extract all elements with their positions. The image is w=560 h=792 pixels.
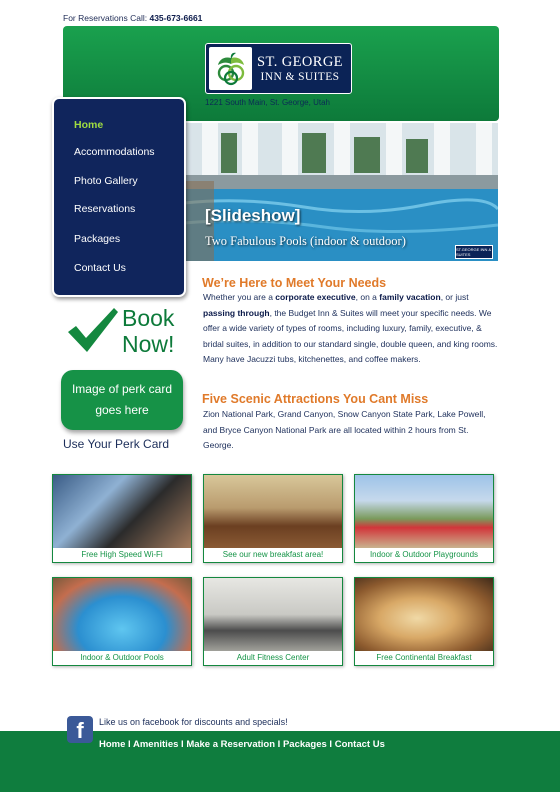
footer-nav [99,739,385,750]
footer-separator: I [125,739,133,750]
nav-item-contact-us[interactable]: Contact Us [74,262,126,274]
amenity-tile-breakfast-area[interactable] [203,474,343,563]
reservations-line [63,13,202,23]
wifi-photo [53,475,191,548]
tile-caption: Free Continental Breakfast [355,651,493,665]
tile-caption: See our new breakfast area! [204,548,342,562]
needs-bold-passing: passing through [203,307,270,318]
perk-card-label[interactable]: Use Your Perk Card [63,437,170,451]
section-text-attractions: Zion National Park, Grand Canyon, Snow Canyon State Park, Lake Powell, and Bryce Canyon National Park are all located within 2 hours from St. George. [203,409,486,450]
facebook-icon[interactable]: f [67,716,93,743]
section-heading-attractions: Five Scenic Attractions You Cant Miss [202,392,429,406]
footer-link-home[interactable]: Home [99,739,126,750]
palm-logo-icon [209,47,252,90]
playground-photo [355,475,493,548]
slideshow-title: [Slideshow] [205,206,301,225]
footer-separator: I [275,739,283,750]
tile-caption: Indoor & Outdoor Playgrounds [355,548,493,562]
book-now-line2: Now! [122,331,175,357]
logo-name-line2: INN & SUITES [260,70,340,83]
amenity-tile-continental-breakfast[interactable] [354,577,494,666]
nav-item-packages[interactable]: Packages [74,233,121,245]
reservations-phone[interactable]: 435-673-6661 [149,13,203,23]
breakfast-area-photo [204,475,342,548]
nav-item-photo-gallery[interactable]: Photo Gallery [74,175,138,187]
amenity-tile-playgrounds[interactable] [354,474,494,563]
needs-text-3: , or just [440,292,469,302]
footer-link-packages[interactable]: Packages [282,739,327,750]
needs-text-2: , on a [355,292,380,302]
book-now-line1: Book [122,305,175,331]
hotel-address: 1221 South Main, St. George, Utah [205,98,330,107]
amenity-tile-fitness[interactable] [203,577,343,666]
footer-link-contact-us[interactable]: Contact Us [334,739,385,750]
nav-item-accommodations[interactable]: Accommodations [74,146,155,158]
needs-text-1: Whether you are a [203,292,276,302]
nav-item-home[interactable]: Home [74,119,104,131]
tile-caption: Adult Fitness Center [204,651,342,665]
slideshow-caption: Two Fabulous Pools (indoor & outdoor) [205,234,406,248]
perk-card[interactable]: Image of perk card goes here [61,370,183,430]
hotel-logo[interactable] [205,43,352,94]
tile-caption: Free High Speed Wi-Fi [53,548,191,562]
main-nav [52,97,186,297]
needs-text-4: , the Budget Inn & Suites will meet your specific needs. We offer a wide variety of types of rooms, including luxury, family, executive, & bridal suites, in addition to our standard single, double queen, and king rooms. Many have Jacuzzi tubs, kitchenettes, and coffee makers. [203,307,498,364]
reservations-label: For Reservations Call: [63,13,148,23]
fitness-photo [204,578,342,651]
tile-caption: Indoor & Outdoor Pools [53,651,191,665]
nav-item-reservations[interactable]: Reservations [74,203,136,215]
amenity-tile-wifi[interactable] [52,474,192,563]
checkmark-icon [66,306,120,354]
book-now-button[interactable] [122,305,174,357]
pool-photo [53,578,191,651]
slideshow-mini-logo: ST.GEORGE INN & SUITES [456,247,492,257]
footer-link-make-reservation[interactable]: Make a Reservation [186,739,276,750]
logo-name-line1: ST. GEORGE [257,53,343,70]
needs-bold-family: family vacation [379,292,441,302]
needs-bold-corporate: corporate executive [275,292,356,302]
facebook-promo-text[interactable]: Like us on facebook for discounts and specials! [99,717,288,727]
footer-link-amenities[interactable]: Amenities [132,739,179,750]
amenity-tile-pools[interactable] [52,577,192,666]
section-text-needs [203,290,500,368]
continental-breakfast-photo [355,578,493,651]
footer-separator: I [326,739,335,750]
footer-separator: I [178,739,187,750]
section-heading-needs: We’re Here to Meet Your Needs [202,276,387,290]
